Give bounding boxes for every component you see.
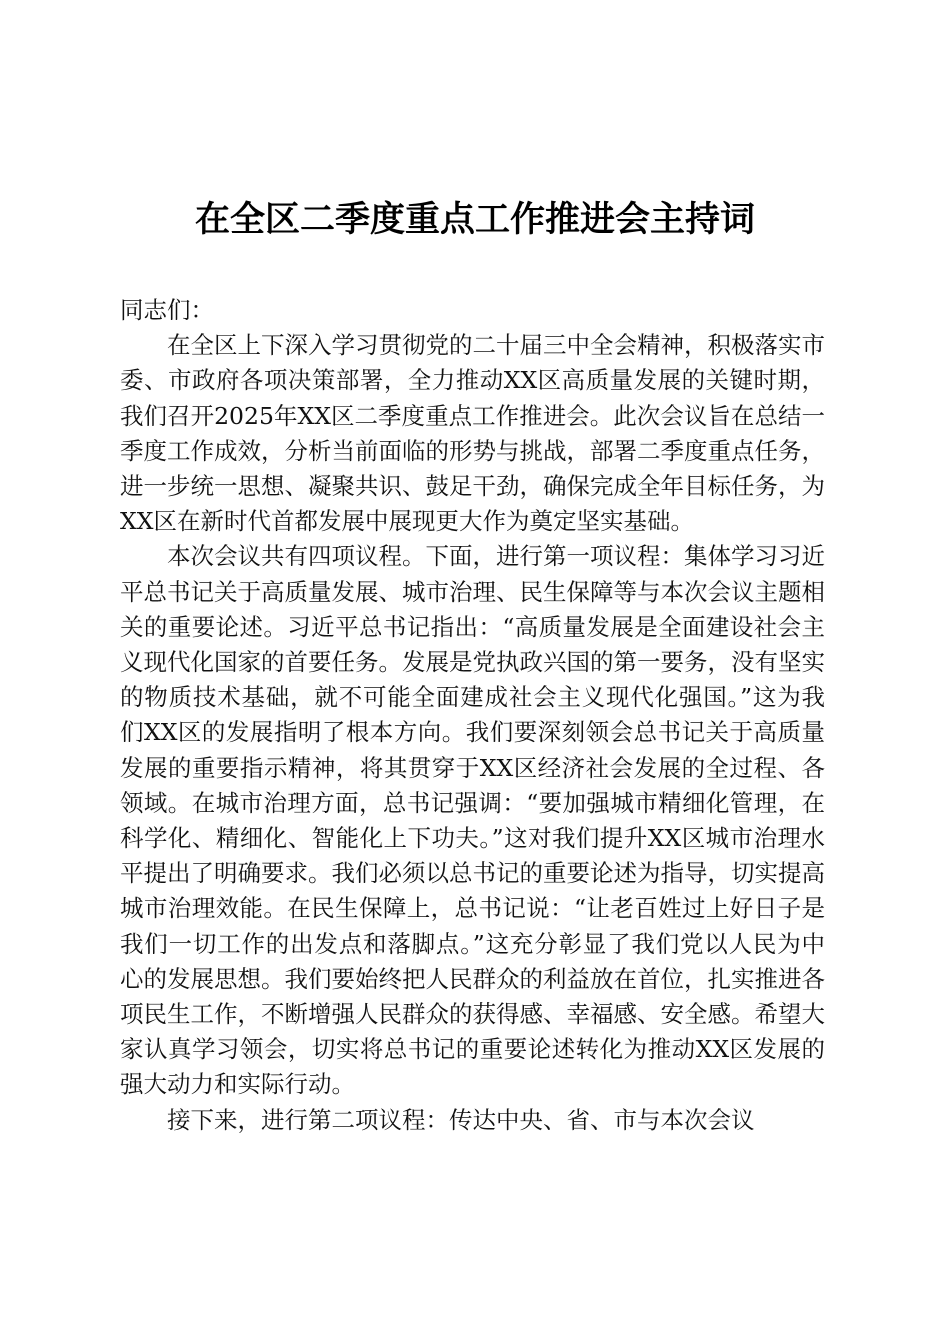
- paragraph-agenda-one: 本次会议共有四项议程。下面，进行第一项议程：集体学习习近平总书记关于高质量发展、城市治理、民生保障等与本次会议主题相关的重要论述。习近平总书记指出：“高质量发展是全面建设社会主义现代化国家的首要任务。发展是党执政兴国的第一要务，没有坚实的物质技术基础，就不可能全面建成社会主义现代化强国。”这为我们XX区的发展指明了根本方向。我们要深刻领会总书记关于高质量发展的重要指示精神，将其贯穿于XX区经济社会发展的全过程、各领域。在城市治理方面，总书记强调：“要加强城市精细化管理，在科学化、精细化、智能化上下功夫。”这对我们提升XX区城市治理水平提出了明确要求。我们必须以总书记的重要论述为指导，切实提高城市治理效能。在民生保障上，总书记说：“让老百姓过上好日子是我们一切工作的出发点和落脚点。”这充分彰显了我们党以人民为中心的发展思想。我们要始终把人民群众的利益放在首位，扎实推进各项民生工作，不断增强人民群众的获得感、幸福感、安全感。希望大家认真学习领会，切实将总书记的重要论述转化为推动XX区发展的强大动力和实际行动。: [120, 542, 825, 1099]
- paragraph-opening: 在全区上下深入学习贯彻党的二十届三中全会精神，积极落实市委、市政府各项决策部署，全力推动XX区高质量发展的关键时期，我们召开2025年XX区二季度重点工作推进会。此次会议旨在总结一季度工作成效，分析当前面临的形势与挑战，部署二季度重点任务，进一步统一思想、凝聚共识、鼓足干劲，确保完成全年目标任务，为XX区在新时代首都发展中展现更大作为奠定坚实基础。: [120, 331, 825, 536]
- paragraph-agenda-two: 接下来，进行第二项议程：传达中央、省、市与本次会议: [167, 1105, 755, 1134]
- document-body: [120, 293, 825, 1138]
- document-title: 在全区二季度重点工作推进会主持词: [194, 199, 755, 240]
- salutation: 同志们：: [120, 296, 214, 324]
